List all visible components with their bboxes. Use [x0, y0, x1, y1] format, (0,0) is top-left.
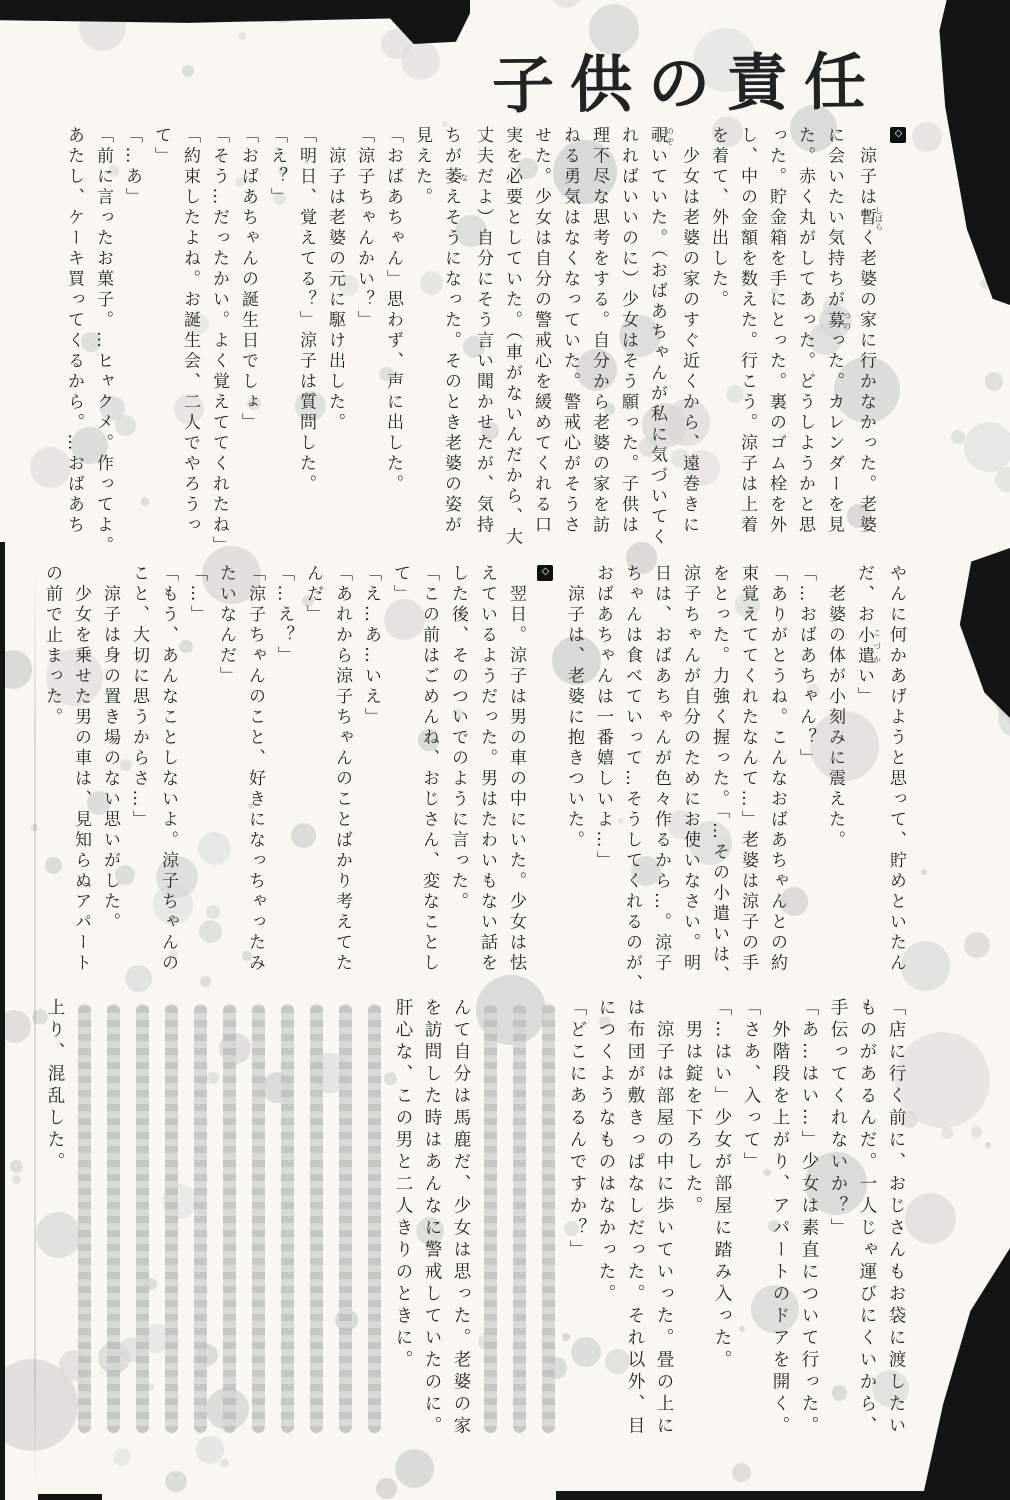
halftone-dot	[921, 869, 927, 875]
redacted-column	[243, 998, 272, 1486]
text-column: 上り、混乱した。	[45, 998, 65, 1174]
text-column: 「…」	[187, 564, 207, 626]
halftone-dot	[964, 932, 990, 958]
text-column: 男は錠を下ろした。	[683, 998, 703, 1218]
halftone-dot	[401, 41, 440, 80]
halftone-dot	[971, 1126, 983, 1138]
redacted-column	[98, 998, 127, 1486]
redacted-column	[533, 998, 562, 1486]
text-part-1	[59, 126, 912, 568]
text-column: をとった。力強く握った。「…その小遣いは、	[709, 564, 729, 986]
text-column: 覗のぞいていた。（おばあちゃんが私に気づいてく	[647, 126, 675, 548]
redacted-text-bar	[223, 1004, 236, 1433]
halftone-dot	[985, 1142, 991, 1148]
text-column: 涼子ちゃんが自分のためにお使いなさい。明	[680, 564, 700, 974]
text-column: 涼子は暫しばらく老婆の家に行かなかった。老婆	[856, 126, 884, 536]
text-column: 束覚えててくれたなんて…」老婆は涼子の手	[738, 564, 758, 974]
text-column: 理不尽な思考をする。自分から老婆の家を訪	[589, 126, 609, 536]
page-gutter-line	[34, 560, 36, 1490]
text-column: 「あ…はい…」少女は素直について行った。	[799, 998, 819, 1438]
text-column: につくようなものはなかった。	[596, 998, 616, 1306]
text-part-3	[40, 998, 910, 1486]
text-column: えているようだった。男はたわいもない話を	[477, 564, 497, 974]
text-column: った。貯金箱を手にとった。裏のゴム栓を外	[766, 126, 786, 536]
text-column: 涼子は老婆の元に駆け出した。	[325, 126, 345, 434]
text-column: あたし、ケーキ買ってくるから。…おばあち	[64, 126, 84, 536]
text-column: 少女を乗せた男の車は、見知らぬアパート	[71, 564, 91, 974]
text-part-2	[37, 564, 910, 1002]
text-column: 「涼子ちゃんのこと、好きになっちゃったみ	[245, 564, 265, 974]
text-column: おばあちゃんは一番嬉しいよ…」	[593, 564, 613, 872]
halftone-dot	[550, 0, 583, 8]
text-column: の前で止まった。	[42, 564, 62, 728]
text-column: 「…おばあちゃん？」	[796, 564, 816, 769]
text-column: 「…え？」	[274, 564, 294, 667]
text-column: 「ありがとうね。こんなおばあちゃんとの約	[767, 564, 787, 974]
text-column: 丈夫だよ）自分にそう言い聞かせたが、気持	[473, 126, 493, 536]
scan-edge-bottom	[556, 1491, 1010, 1500]
scan-edge-bottom-left	[38, 1494, 102, 1500]
text-column: こと、大切に思うからさ…」	[129, 564, 149, 831]
halftone-dot	[239, 32, 246, 39]
text-column: し、中の金額を数えた。行こう。涼子は上着	[737, 126, 757, 536]
text-column: 肝心な、この男と二人きりのときに。	[393, 998, 413, 1372]
text-column: 「え？」	[267, 126, 287, 208]
redacted-text-bar	[194, 1004, 207, 1433]
text-column: やんに何かあげようと思って、貯めといたん	[886, 564, 906, 974]
halftone-dot	[905, 1193, 956, 1244]
redacted-text-bar	[165, 1004, 178, 1433]
page-title: 子供の責任	[491, 44, 883, 123]
text-column: 涼子は、老婆に抱きついた。	[564, 564, 584, 851]
redacted-column	[69, 998, 98, 1486]
halftone-dot	[964, 422, 1010, 472]
text-column: に会いたい気持ちが募つのった。カレンダーを見	[824, 126, 852, 536]
halftone-dot	[182, 65, 194, 77]
text-column: 「涼子ちゃんかい？」	[354, 126, 374, 331]
halftone-dot	[941, 1127, 954, 1140]
redacted-text-bar	[484, 1004, 497, 1433]
text-column: 涼子は部屋の中に歩いていった。畳の上に	[654, 998, 674, 1438]
text-column: んだ」	[303, 564, 323, 626]
text-column: 「この前はごめんね、おじさん、変なことし	[419, 564, 439, 974]
text-column: ちゃんは食べていって…そうしてくれるのが、	[622, 564, 642, 995]
text-column: て」	[151, 126, 171, 167]
text-column: 「約束したよね。お誕生会、二人でやろうっ	[180, 126, 200, 536]
redacted-text-bar	[513, 1004, 526, 1433]
redacted-column	[127, 998, 156, 1486]
redacted-text-bar	[107, 1004, 120, 1433]
text-column: 「…はい」少女が部屋に踏み入った。	[712, 998, 732, 1372]
redacted-column	[185, 998, 214, 1486]
text-column: は布団が敷きっぱなしだった。それ以外、目	[625, 998, 645, 1438]
halftone-dot	[995, 467, 1010, 492]
text-column: 「…あ」	[122, 126, 142, 208]
text-column: 「おばあちゃん」思わず、声に出した。	[383, 126, 403, 495]
text-column: ものがあるんだ。一人じゃ運びにくいから、	[857, 998, 877, 1438]
text-column: 「もう、あんなことしないよ。涼子ちゃんの	[158, 564, 178, 974]
text-column: 「明日、覚えてる？」涼子は質問した。	[296, 126, 316, 495]
redacted-text-bar	[78, 1004, 91, 1433]
text-column: 老婆の体が小刻みに震えた。	[825, 564, 845, 851]
section-marker-icon: ◇	[537, 565, 553, 581]
halftone-dot	[10, 1160, 23, 1173]
redacted-text-bar	[339, 1004, 352, 1433]
text-column: ちが萎なえそうになった。そのとき老婆の姿が	[441, 126, 469, 536]
text-column: を着て、外出した。	[708, 126, 728, 311]
redacted-text-bar	[281, 1004, 294, 1433]
text-column: 実を必要としていた。（車がないんだから、大	[502, 126, 522, 548]
text-column: 日は、おばあちゃんが色々作るから…。涼子	[651, 564, 671, 974]
redacted-column	[330, 998, 359, 1486]
text-column: 「店に行く前に、おじさんもお袋に渡したい	[886, 998, 906, 1438]
text-column: たいなんだ」	[216, 564, 236, 687]
text-column: 「おばあちゃんの誕生日でしょ」	[238, 126, 258, 434]
text-column: 手伝ってくれないか？」	[828, 998, 848, 1240]
redacted-text-bar	[368, 1004, 381, 1433]
redacted-column	[359, 998, 388, 1486]
text-column: 少女は老婆の家のすぐ近くから、遠巻きに	[679, 126, 699, 536]
text-column: 「さあ、入って」	[741, 998, 761, 1174]
redacted-text-bar	[542, 1004, 555, 1433]
halftone-dot	[912, 122, 942, 152]
text-column: 外階段を上がり、アパートのドアを開く。	[770, 998, 790, 1438]
text-column: せた。少女は自分の警戒心を緩めてくれる口	[531, 126, 551, 536]
text-column: た。赤く丸がしてあった。どうしようかと思	[795, 126, 815, 536]
text-column: 見えた。	[412, 126, 432, 208]
text-column: した後、そのついでのように言った。	[448, 564, 468, 913]
redacted-text-bar	[252, 1004, 265, 1433]
section-marker	[530, 564, 559, 1002]
redacted-column	[272, 998, 301, 1486]
redacted-column	[475, 998, 504, 1486]
text-column: を訪問した時はあんなに警戒していたのに。	[422, 998, 442, 1438]
halftone-dot	[985, 372, 1004, 391]
redacted-column	[504, 998, 533, 1486]
text-column: ねる勇気はなくなっていた。警戒心がそうさ	[560, 126, 580, 536]
text-column: れればいいのに）少女はそう願った。子供は	[618, 126, 638, 536]
text-column: 翌日。涼子は男の車の中にいた。少女は怯	[506, 564, 526, 974]
text-column: 涼子は身の置き場のない思いがした。	[100, 564, 120, 933]
halftone-dot	[951, 430, 965, 444]
redacted-column	[156, 998, 185, 1486]
text-column: て」	[390, 564, 410, 605]
text-column: だ、お小遣こづかい」	[854, 564, 882, 708]
text-column: 「どこにあるんですか？」	[567, 998, 587, 1262]
redacted-column	[301, 998, 330, 1486]
text-column: 「あれから涼子ちゃんのことばかり考えてた	[332, 564, 352, 974]
text-column: 「前に言ったお菓子。…ヒャクメ。作ってよ。	[93, 126, 113, 557]
text-column: 「そう…だったかい。よく覚えててくれたね」	[209, 126, 229, 557]
text-column: んて自分は馬鹿だ、少女は思った。老婆の家	[451, 998, 471, 1438]
section-marker	[883, 126, 912, 568]
redacted-text-bar	[136, 1004, 149, 1433]
redacted-text-bar	[310, 1004, 323, 1433]
redacted-column	[214, 998, 243, 1486]
scan-edge-left	[0, 542, 5, 1500]
text-column: 「え…あ…いえ」	[361, 564, 381, 728]
section-marker-icon: ◇	[890, 127, 906, 143]
halftone-dot	[12, 1175, 21, 1184]
